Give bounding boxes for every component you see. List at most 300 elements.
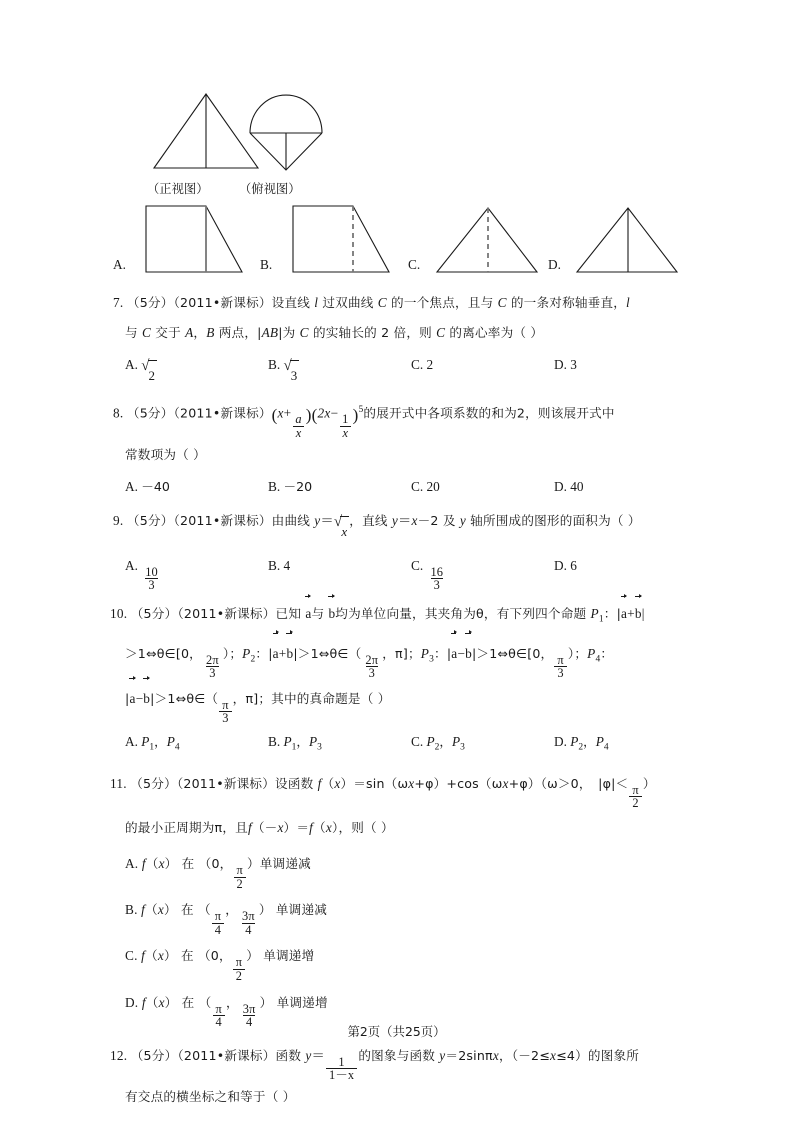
question-7-option-d[interactable]	[554, 350, 697, 391]
q11-opt-a-rp: ）	[164, 855, 178, 871]
question-10-number: 10.	[110, 605, 128, 621]
q9-opt-c-num: 16	[430, 564, 443, 579]
q7-var-C2: C	[497, 295, 507, 310]
question-11-option-c[interactable]	[113, 936, 685, 982]
q9-sqrt-x: √ x	[334, 515, 349, 547]
q8-opt-a-text: －40	[141, 478, 170, 494]
q8-frac1-num: a	[295, 412, 302, 427]
question-7	[113, 288, 685, 391]
q7-t4: 的一条对称轴垂直，	[506, 295, 627, 310]
q10-t10: ，π]；	[382, 645, 421, 661]
q10-opt-a-s1: 1	[149, 742, 155, 753]
q11-t9: ）＝	[283, 819, 310, 835]
q8-opt-d-letter: D.	[554, 478, 567, 494]
q8-tail: 的展开式中各项系数的和为2，则该展开式中	[363, 405, 615, 421]
q7-opt-c-letter: C.	[411, 357, 424, 372]
q7-opt-a-letter: A.	[125, 357, 138, 372]
q10-opt-d-s1: 2	[578, 742, 584, 753]
choice-c-shape	[433, 204, 553, 279]
questions-container	[110, 288, 685, 1112]
question-12	[110, 1037, 685, 1112]
q11-opt-b-fd: 4	[212, 923, 224, 937]
q10-f2d: 3	[366, 666, 378, 680]
question-8-source: （2011•新课标）	[173, 405, 272, 421]
q12-t3: ，（－2≤	[498, 1047, 550, 1063]
q10-t9: |＞1⇔θ∈（	[293, 645, 362, 661]
q11-opt-d-close: ）	[259, 994, 273, 1010]
q11-t3: ）＝sin（ω	[340, 775, 409, 791]
question-9-option-b[interactable]	[268, 549, 411, 592]
question-8-options	[113, 472, 685, 502]
q11-opt-a-lp: （	[145, 855, 159, 871]
question-8-number: 8.	[113, 405, 124, 421]
question-11-line-2	[113, 810, 685, 846]
q11-f1: f	[247, 819, 252, 835]
question-10-line-1	[110, 598, 685, 635]
choice-figure-b-letter: B.	[260, 257, 273, 272]
q12-eq1: ＝	[311, 1047, 325, 1063]
q7-t11: 的离心率为（ ）	[445, 325, 544, 340]
question-9-option-d[interactable]	[554, 549, 697, 592]
question-10-option-d[interactable]	[554, 727, 697, 763]
q8-opt-c-letter: C.	[411, 478, 424, 494]
q11-opt-c-zai: 在	[176, 948, 198, 964]
q11-opt-b-f: f	[141, 902, 146, 918]
choice-a-shape	[144, 204, 264, 279]
question-7-line-1	[113, 288, 685, 318]
q12-x2: x	[550, 1047, 557, 1063]
q11-opt-a-f: f	[141, 855, 146, 871]
q8-opt-a-letter: A.	[125, 478, 138, 494]
q11-t2: （	[321, 775, 335, 791]
q11-opt-c-lp: （	[145, 948, 158, 964]
q7-t1: 设直线	[271, 295, 315, 310]
question-12-line-2	[113, 1082, 685, 1112]
question-8-option-b[interactable]	[268, 472, 411, 502]
q10-opt-c-letter: C.	[411, 734, 424, 750]
q11-opt-d-fd: 4	[213, 1015, 225, 1029]
q11-opt-c-tail: 单调递增	[259, 948, 315, 964]
q9-opt-c-letter: C.	[411, 557, 424, 573]
q10-t6: ＞1⇔θ∈[0，	[125, 645, 202, 661]
q11-x2: x	[408, 775, 415, 791]
q12-eq2: ＝2sinπ	[445, 1047, 493, 1063]
question-9-line-1	[113, 506, 685, 547]
q11-opt-b-fn: π	[214, 909, 222, 924]
q7-var-C3: C	[142, 325, 152, 340]
q8-frac2-den: x	[340, 426, 352, 440]
q11-opt-d-zai: 在	[177, 994, 199, 1010]
q9-y1: y	[314, 512, 321, 528]
q8-2x: 2x	[317, 405, 331, 421]
question-7-option-a[interactable]	[113, 350, 268, 391]
q7-var-l: l	[314, 295, 319, 310]
q9-t2: ，直线	[349, 512, 392, 528]
q10-f3d: 3	[554, 666, 566, 680]
choice-figure-d[interactable]	[548, 200, 693, 282]
q10-f2n: 2π	[365, 652, 379, 667]
question-7-option-b[interactable]	[268, 350, 411, 391]
q7-opt-d-text: 3	[570, 357, 577, 372]
question-8-score: （5分）	[126, 405, 174, 421]
q11-opt-d-tail: 单调递增	[272, 994, 328, 1010]
q7-opt-b-letter: B.	[268, 357, 281, 372]
q11-opt-d-open: （	[198, 994, 212, 1010]
question-10-score: （5分）	[130, 605, 178, 621]
q9-x: x	[411, 512, 418, 528]
question-12-score: （5分）	[130, 1047, 178, 1063]
q10-opt-a-letter: A.	[125, 734, 138, 750]
question-8-line-2	[113, 440, 685, 470]
q11-opt-a-close: ）	[246, 855, 260, 871]
q7-t2: 过双曲线	[318, 295, 378, 310]
q9-y3: y	[459, 512, 466, 528]
q11-opt-c-close: ）	[246, 948, 260, 964]
q12-frac-1-over-1-minus-x	[326, 1056, 357, 1082]
q10-P2-sub: 2	[250, 654, 256, 665]
q10-minus2: −	[135, 690, 144, 706]
q10-t5: |	[641, 605, 645, 621]
q11-t11: ），则（ ）	[331, 819, 394, 835]
q10-vec-b2: b	[635, 598, 642, 629]
q9-opt-a-frac	[142, 566, 160, 592]
q12-y1: y	[305, 1047, 312, 1063]
q12-fn: 1	[338, 1054, 345, 1069]
q11-f2: f	[309, 819, 314, 835]
q11-opt-a-x: x	[158, 855, 165, 871]
q10-f1d: 3	[206, 666, 218, 680]
q7-t3: 的一个焦点，且与	[386, 295, 498, 310]
q11-opt-c-letter: C.	[125, 948, 138, 964]
q7-var-C5: C	[436, 325, 446, 340]
question-9-number: 9.	[113, 512, 124, 528]
q7-opt-b-sqrt: √ 3	[284, 359, 300, 391]
q11-t6: ）	[642, 775, 656, 791]
question-12-source: （2011•新课标）	[177, 1047, 276, 1063]
q11-opt-c-open: （0，	[197, 948, 232, 964]
q11-f: f	[317, 775, 322, 791]
question-10-line-2	[113, 635, 685, 680]
q10-t4: ：|	[603, 605, 622, 621]
question-8	[113, 395, 685, 502]
q10-opt-b-letter: B.	[268, 734, 281, 750]
question-11-source: （2011•新课标）	[176, 775, 276, 791]
q11-opt-c-f: f	[141, 948, 146, 964]
top-view-figure	[238, 86, 348, 176]
q9-opt-c-frac	[428, 566, 446, 592]
q9-eq1: ＝	[320, 512, 334, 528]
q11-opt-d-f: f	[141, 994, 146, 1010]
question-11-line-1	[110, 769, 685, 810]
q11-opt-b-fn2: 3π	[242, 909, 255, 924]
q10-P1-sub: 1	[598, 614, 604, 625]
q12-fd: 1－x	[326, 1068, 357, 1082]
question-10-source: （2011•新课标）	[177, 605, 276, 621]
q11-opt-b-fd2: 4	[242, 923, 254, 937]
question-10-line-3	[113, 680, 685, 725]
q11-opt-d-lp: （	[145, 994, 159, 1010]
q7-opt-b-radicand: 3	[290, 360, 300, 391]
q7-t5: 与	[125, 325, 142, 340]
q11-x3: x	[502, 775, 509, 791]
question-7-score: （5分）	[126, 295, 174, 310]
q11-opt-d-fn: π	[215, 1001, 222, 1016]
question-11-score: （5分）	[130, 775, 177, 791]
q8-paren-open-1: (	[271, 405, 278, 425]
q10-vec-b4: b	[465, 635, 472, 672]
q11-t8: （－	[251, 819, 278, 835]
q10-opt-d-p1: P	[570, 734, 579, 750]
q10-opt-a-p2: P	[166, 734, 175, 750]
q11-opt-d-mid: ，	[225, 994, 239, 1010]
q7-t10: 的实轴长的 2 倍，则	[308, 325, 437, 340]
q10-P3-sub: 3	[429, 654, 435, 665]
q10-opt-a-sep: ，	[154, 734, 167, 750]
q8-minus: −	[330, 405, 339, 421]
q10-vec-a3: a	[273, 635, 279, 672]
q8-frac1-den: x	[293, 426, 305, 440]
q10-f1n: 2π	[205, 652, 219, 667]
q12-line2-text: 有交点的横坐标之和等于（ ）	[125, 1089, 296, 1105]
q11-opt-a-fn: π	[236, 862, 243, 877]
q9-t3: －2 及	[417, 512, 460, 528]
q10-t7: ）；	[222, 645, 243, 661]
q11-opt-c-fn: π	[235, 955, 243, 970]
choice-b-shape	[291, 204, 411, 279]
page-footer: 第2页（共25页）	[347, 1024, 446, 1039]
q7-var-A: A	[185, 325, 194, 340]
q12-t2: 的图象与函数	[358, 1047, 440, 1063]
q11-opt-d-fn2: 3π	[242, 1001, 256, 1016]
q10-t13: ）；	[567, 645, 588, 661]
q8-frac2-num: 1	[342, 412, 349, 427]
q10-opt-a-s2: 4	[174, 742, 180, 753]
q11-opt-a-fd: 2	[234, 877, 246, 891]
q11-opt-b-close: ）	[258, 902, 272, 918]
q8-plus: +	[283, 405, 292, 421]
q11-opt-d-letter: D.	[125, 994, 139, 1010]
q7-var-l2: l	[626, 295, 630, 310]
q11-fn: π	[632, 782, 639, 797]
q8-power: 5	[358, 405, 364, 416]
q7-var-B: B	[206, 325, 215, 340]
q9-t1: 由曲线	[271, 512, 315, 528]
q7-opt-a-sqrt: √ 2	[141, 359, 157, 391]
q10-minus1: −	[457, 645, 466, 661]
q11-t4: +φ）+cos（ω	[414, 775, 503, 791]
q8-opt-b-letter: B.	[268, 478, 281, 494]
q11-opt-d-fd2: 4	[243, 1015, 255, 1029]
question-11-number: 11.	[110, 775, 127, 791]
q11-opt-b-mid: ，	[225, 902, 238, 918]
question-9-source: （2011•新课标）	[173, 512, 272, 528]
q7-opt-a-radicand: 2	[148, 360, 158, 391]
q11-opt-b-frac-2	[239, 910, 258, 936]
question-9-option-c[interactable]	[411, 549, 554, 592]
q8-paren-close-1: )	[305, 405, 312, 425]
q11-opt-c-rp: ）	[163, 948, 177, 964]
q10-opt-c-s1: 2	[434, 742, 440, 753]
question-8-option-c[interactable]	[411, 472, 554, 502]
q11-opt-a-letter: A.	[125, 855, 139, 871]
q9-sqrt-radicand: x	[340, 516, 349, 547]
question-7-option-c[interactable]	[411, 350, 554, 391]
choice-figure-c-letter: C.	[408, 257, 421, 272]
q10-opt-b-s2: 3	[317, 742, 322, 753]
q7-t6: 交于	[151, 325, 186, 340]
choice-figure-a-letter: A.	[113, 257, 126, 272]
question-10-option-c[interactable]	[411, 727, 554, 763]
q7-t8: 两点，|	[214, 325, 262, 340]
q10-P1: P	[590, 605, 599, 621]
q10-opt-d-sep: ，	[583, 734, 596, 750]
question-10-option-b[interactable]	[268, 727, 411, 763]
q8-paren-close-2: )	[352, 405, 359, 425]
q10-opt-b-p1: P	[283, 734, 292, 750]
q10-t14: ：	[600, 645, 614, 661]
q11-x5: x	[325, 819, 332, 835]
question-9-options	[113, 549, 685, 592]
question-10-option-a[interactable]	[113, 727, 268, 763]
question-9	[113, 506, 685, 592]
question-11-option-b[interactable]	[113, 890, 685, 936]
question-11-option-a[interactable]	[113, 846, 685, 890]
q10-opt-c-p1: P	[426, 734, 435, 750]
q10-opt-d-p2: P	[595, 734, 604, 750]
q9-opt-c-den: 3	[431, 578, 443, 592]
q8-frac-1-over-x	[339, 413, 351, 439]
question-8-option-d[interactable]	[554, 472, 697, 502]
question-12-number: 12.	[110, 1047, 128, 1063]
q10-t16: |＞1⇔θ∈（	[150, 690, 219, 706]
q11-opt-b-x: x	[157, 902, 164, 918]
q8-opt-b-text: －20	[283, 478, 313, 494]
q8-opt-c-text: 20	[426, 478, 440, 494]
q10-opt-d-s2: 4	[603, 742, 609, 753]
q10-plus1: +	[627, 605, 635, 621]
q10-P3: P	[420, 645, 430, 661]
q11-opt-d-rp: ）	[164, 994, 178, 1010]
top-view-label: （俯视图）	[239, 182, 301, 196]
q11-opt-b-frac-1	[212, 910, 224, 936]
q7-t9: |为	[278, 325, 300, 340]
q9-y2: y	[391, 512, 398, 528]
q11-opt-c-fd: 2	[233, 969, 245, 983]
question-7-line-2	[113, 318, 685, 348]
q11-opt-a-open: （0，	[198, 855, 233, 871]
q8-paren-open-2: (	[311, 405, 318, 425]
front-view-label: （正视图）	[147, 182, 209, 196]
q10-t17: ，π]；其中的真命题是（ ）	[232, 690, 391, 706]
q10-f4d: 3	[219, 711, 231, 725]
choice-figure-a[interactable]	[113, 200, 258, 282]
q10-t1: 已知	[275, 605, 306, 621]
q10-t8: ：|	[255, 645, 273, 661]
question-7-options	[113, 350, 685, 391]
question-10-options	[113, 727, 685, 763]
q7-opt-c-text: 2	[426, 357, 434, 372]
question-9-score: （5分）	[126, 512, 174, 528]
question-7-source: （2011•新课标）	[173, 295, 272, 310]
q10-P4-sub: 4	[595, 654, 601, 665]
q9-opt-a-num: 10	[145, 564, 158, 579]
question-12-line-1	[110, 1037, 685, 1082]
q11-opt-b-letter: B.	[125, 902, 138, 918]
q9-opt-a-letter: A.	[125, 557, 138, 573]
q8-line2-text: 常数项为（ ）	[125, 446, 206, 462]
q11-opt-b-lp: （	[145, 902, 158, 918]
q10-vec-b: b	[328, 598, 335, 629]
q11-x4: x	[277, 819, 284, 835]
q8-opt-d-text: 40	[570, 478, 584, 494]
q11-opt-a-frac	[233, 864, 245, 890]
q7-var-C1: C	[377, 295, 387, 310]
choice-figure-b[interactable]	[260, 200, 405, 282]
q9-opt-a-den: 3	[145, 578, 157, 592]
q11-opt-b-zai: 在	[176, 902, 198, 918]
q9-opt-d-letter: D.	[554, 557, 567, 573]
question-7-number: 7.	[113, 295, 124, 310]
q10-opt-c-sep: ，	[439, 734, 452, 750]
q11-opt-a-zai: 在	[177, 855, 199, 871]
q10-vec-b5: b	[143, 680, 150, 717]
q7-var-AB: AB	[261, 325, 279, 340]
q10-opt-b-s1: 1	[291, 742, 297, 753]
q11-t1: 设函数	[275, 775, 318, 791]
question-8-option-a[interactable]	[113, 472, 268, 502]
q10-opt-b-p2: P	[309, 734, 318, 750]
choice-figure-c[interactable]	[408, 200, 553, 282]
q11-opt-b-rp: ）	[163, 902, 177, 918]
q9-opt-d-text: 6	[570, 557, 577, 573]
q10-vec-a4: a	[451, 635, 457, 672]
q10-t12: |＞1⇔θ∈[0，	[471, 645, 554, 661]
question-11	[110, 769, 685, 1030]
question-9-option-a[interactable]	[113, 549, 268, 592]
q12-x1: x	[492, 1047, 499, 1063]
q8-frac-a-over-x	[292, 413, 304, 439]
q11-x1: x	[334, 775, 341, 791]
question-8-line-1	[113, 395, 685, 440]
q10-P2: P	[242, 645, 251, 661]
q11-opt-b-tail: 单调递减	[271, 902, 328, 918]
q9-opt-b-letter: B.	[268, 557, 281, 573]
q10-t2: 与	[311, 605, 329, 621]
q7-t7: ，	[193, 325, 207, 340]
q11-t10: （	[313, 819, 326, 835]
q11-opt-d-x: x	[158, 994, 165, 1010]
choice-d-shape	[573, 204, 693, 279]
figure-three-views	[113, 86, 685, 201]
question-10	[110, 598, 685, 763]
q8-x1: x	[277, 405, 284, 421]
q10-opt-d-letter: D.	[554, 734, 567, 750]
q11-t5: +φ）（ω＞0， |φ|＜	[508, 775, 629, 791]
q10-frac-pi-3-a	[554, 654, 566, 680]
q11-frac-pi-2	[629, 784, 641, 810]
q10-opt-b-sep: ，	[296, 734, 309, 750]
q12-t4: ≤4）的图象所	[556, 1047, 640, 1063]
q10-t11: ：|	[434, 645, 452, 661]
q11-opt-b-open: （	[197, 902, 211, 918]
q10-P4: P	[587, 645, 596, 661]
q10-opt-a-p1: P	[141, 734, 150, 750]
q10-t15: |	[125, 690, 130, 706]
q10-f3n: π	[557, 652, 564, 667]
q10-frac-pi-3-b	[219, 699, 231, 725]
q11-opt-c-frac	[233, 956, 245, 982]
q10-f4n: π	[222, 697, 229, 712]
